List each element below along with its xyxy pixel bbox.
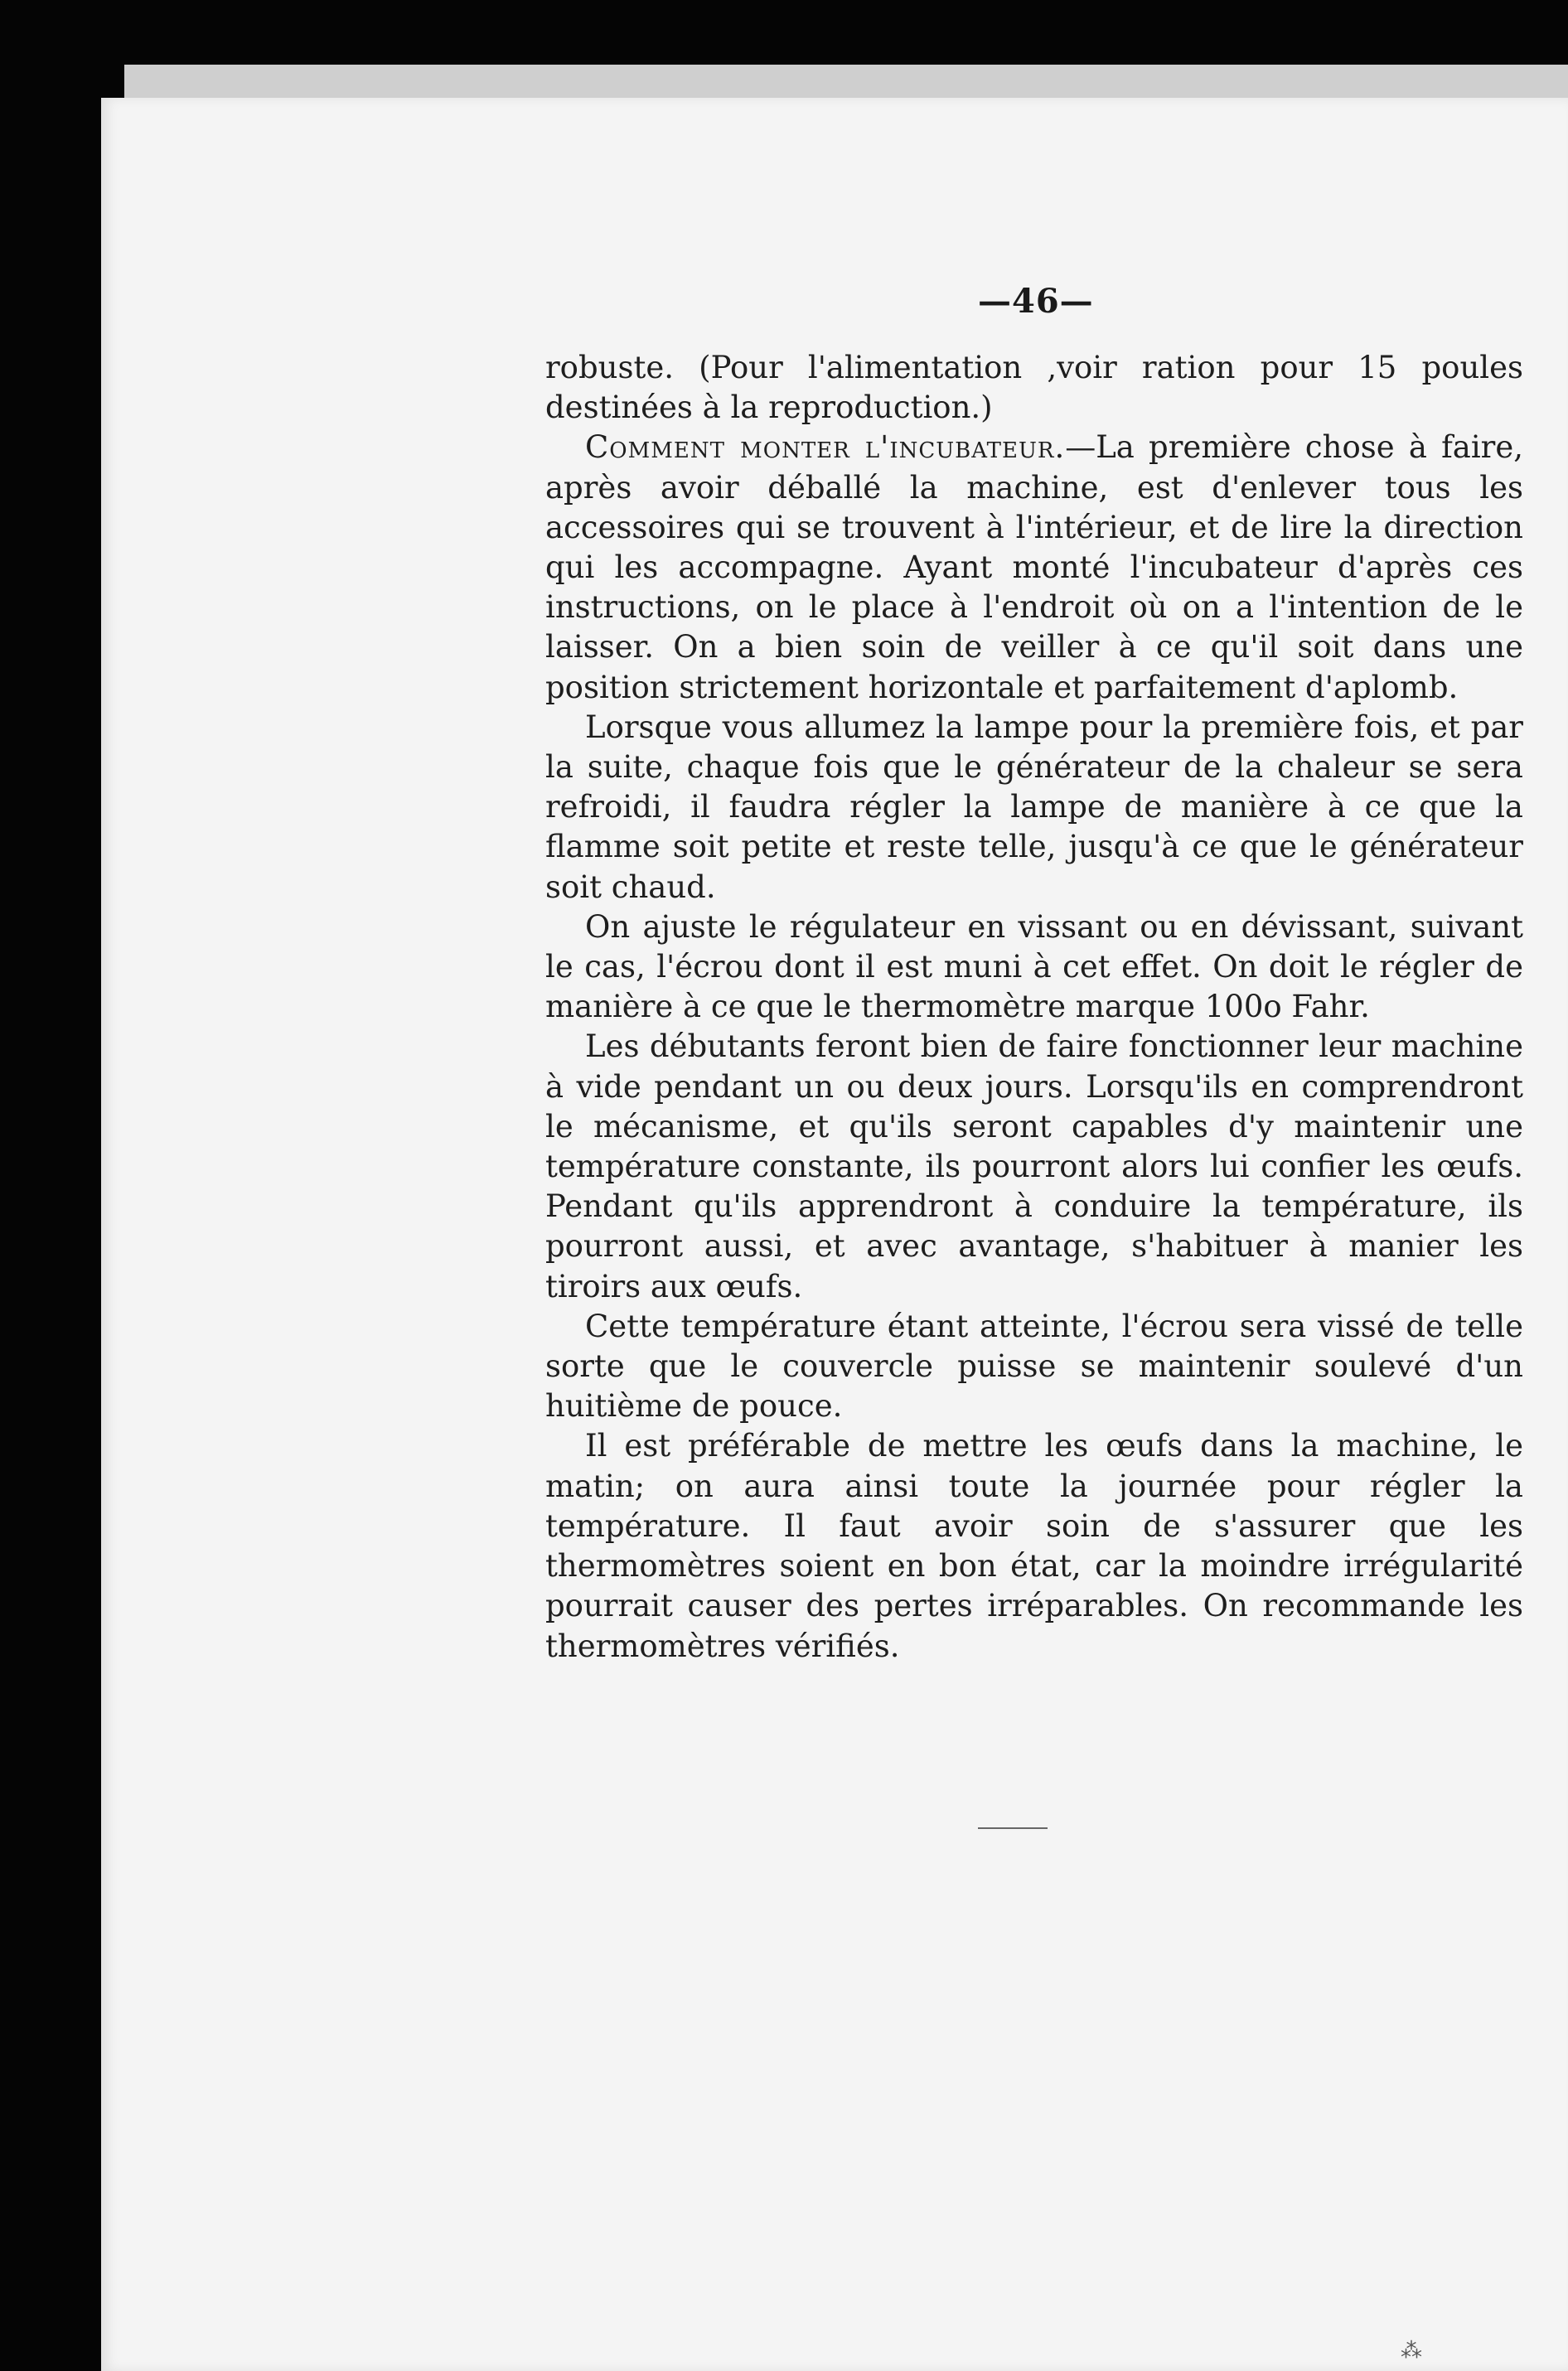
paragraph-6: Cette température étant atteinte, l'écrou sera vissé de telle sorte que le couvercle puisse se maintenir soulevé d'un huitième de pouce. [545,1308,1523,1425]
paragraph-7: Il est préférable de mettre les œufs dans la machine, le matin; on aura ainsi toute la journée pour régler la température. Il faut avoir soin de s'assurer que les thermomètres soient en bon état, car la moindre irrégularité pourrait causer des pertes irréparables. On recommande les thermomètres vérifiés. [545,1428,1523,1664]
section-heading: Comment monter l'incubateur. [585,429,1066,466]
end-rule [978,1827,1048,1829]
paragraph-2 [545,428,1523,707]
paragraph-1: robuste. (Pour l'alimentation ,voir ration pour 15 poules destinées à la reproduction.) [545,350,1523,426]
paragraph-4: On ajuste le régulateur en vissant ou en dévissant, suivant le cas, l'écrou dont il est muni à cet effet. On doit le régler de manière à ce que le thermomètre marque 100o Fahr. [545,908,1523,1025]
page-number: —46— [978,282,1094,321]
paragraph-2-text: —La première chose à faire, après avoir déballé la machine, est d'enlever tous les accessoires qui se trouvent à l'intérieur, et de lire la direction qui les accompagne. Ayant monté l'incubateur d'après ces instructions, on le place à l'endroit où on a l'intention de le laisser. On a bien soin de veiller à ce qu'il soit dans une position strictement horizontale et parfaitement d'aplomb. [545,429,1524,705]
paragraph-5: Les débutants feront bien de faire fonctionner leur machine à vide pendant un ou deux jours. Lorsqu'ils en comprendront le mécanisme, et qu'ils seront capables d'y maintenir une température constante, ils pourront alors lui confier les œufs. Pendant qu'ils apprendront à conduire la température, ils pourront aussi, et avec avantage, s'habituer à manier les tiroirs aux œufs. [545,1028,1523,1304]
body-text [545,348,1523,1667]
corner-mark: ⁂ [1401,2339,1422,2364]
paragraph-3: Lorsque vous allumez la lampe pour la première fois, et par la suite, chaque fois que le générateur de la chaleur se sera refroidi, il faudra régler la lampe de manière à ce que la flamme soit petite et reste telle, jusqu'à ce que le générateur soit chaud. [545,709,1523,905]
